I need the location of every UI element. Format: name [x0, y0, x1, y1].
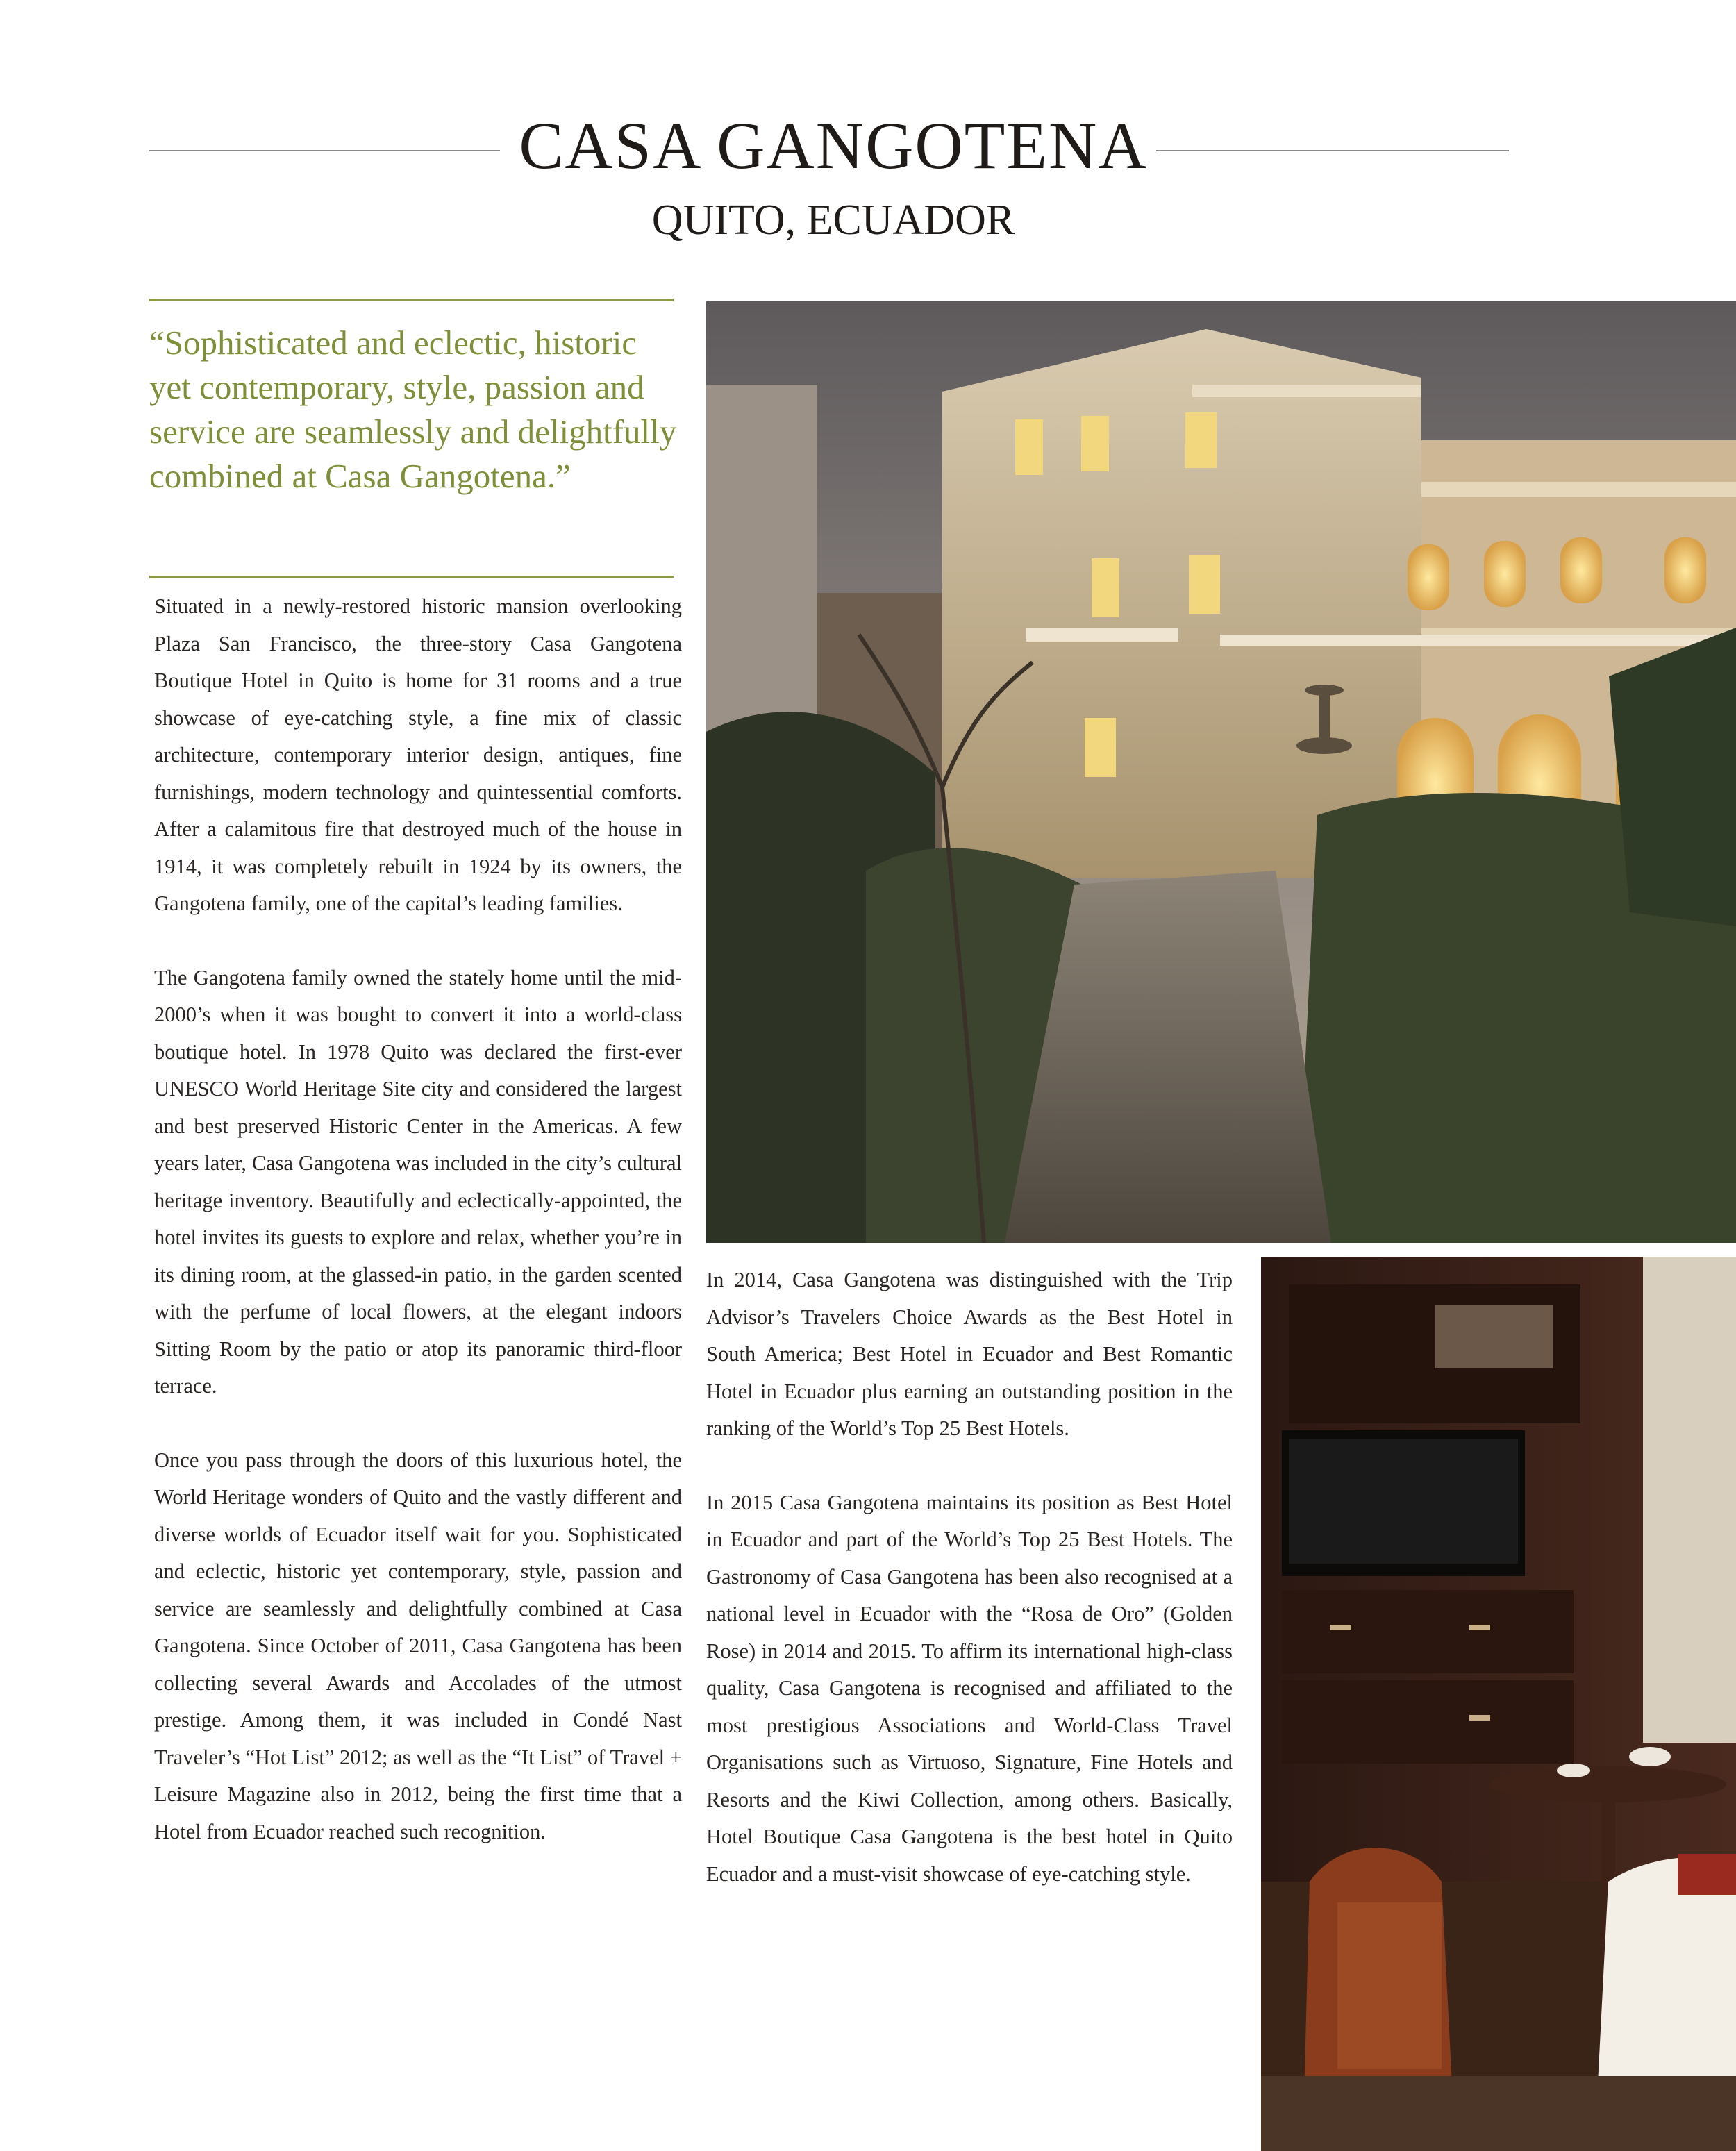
article-column-left: [154, 588, 682, 1850]
quote-rule-bottom: [149, 576, 674, 578]
paragraph: The Gangotena family owned the stately home until the mid-2000’s when it was bought to convert it into a world-class boutique hotel. In 1978 Quito was declared the first-ever UNESCO World Heritage Site city and considered the largest and best preserved Historic Center in the Americas. A few years later, Casa Gangotena was included in the city’s cultural heritage inventory. Beautifully and eclectically-appointed, the hotel invites its guests to explore and relax, whether you’re in its dining room, at the glassed-in patio, in the garden scented with the perfume of local flowers, at the elegant indoors Sitting Room by the patio or atop its panoramic third-floor terrace.: [154, 965, 682, 1398]
hotel-room-photo: [1261, 1257, 1736, 2151]
paragraph: Situated in a newly-restored historic mansion overlooking Plaza San Francisco, the three-story Casa Gangotena Boutique Hotel in Quito is home for 31 rooms and a true showcase of eye-catching style, a fine mix of classic architecture, contemporary interior design, antiques, fine furnishings, modern technology and quintessential comforts. After a calamitous fire that destroyed much of the house in 1914, it was completely rebuilt in 1924 by its owners, the Gangotena family, one of the capital’s leading families.: [154, 594, 682, 915]
quote-rule-top: [149, 299, 674, 301]
pull-quote: “Sophisticated and eclectic, historic yet contemporary, style, passion and service are seamlessly and delightfully combined at Casa Gangotena.”: [149, 324, 677, 495]
paragraph: In 2015 Casa Gangotena maintains its position as Best Hotel in Ecuador and part of the World’s Top 25 Best Hotels. The Gastronomy of Casa Gangotena has been also recognised at a national level in Ecuador with the “Rosa de Oro” (Golden Rose) in 2014 and 2015. To affirm its international high-class quality, Casa Gangotena is recognised and affiliated to the most prestigious Associations and World-Class Travel Organisations such as Virtuoso, Signature, Fine Hotels and Resorts and the Kiwi Collection, among others. Basically, Hotel Boutique Casa Gangotena is the best hotel in Quito Ecuador and a must-visit showcase of eye-catching style.: [706, 1490, 1233, 1886]
paragraph: Once you pass through the doors of this luxurious hotel, the World Heritage wonders of Quito and the vastly different and diverse worlds of Ecuador itself wait for you. Sophisticated and eclectic, historic yet contemporary, style, passion and service are seamlessly and delightfully combined at Casa Gangotena. Since October of 2011, Casa Gangotena has been collecting several Awards and Accolades of the utmost prestige. Among them, it was included in Condé Nast Traveler’s “Hot List” 2012; as well as the “It List” of Travel + Leisure Magazine also in 2012, being the first time that a Hotel from Ecuador reached such recognition.: [154, 1448, 682, 1843]
page-subtitle: QUITO, ECUADOR: [651, 196, 1015, 244]
hotel-exterior-photo: [706, 301, 1736, 1243]
page-title: CASA GANGOTENA: [519, 108, 1148, 183]
paragraph: In 2014, Casa Gangotena was distinguished with the Trip Advisor’s Travelers Choice Awards as the Best Hotel in South America; Best Hotel in Ecuador and Best Romantic Hotel in Ecuador plus earning an outstanding position in the ranking of the World’s Top 25 Best Hotels.: [706, 1268, 1233, 1440]
title-rule-right: [1156, 150, 1509, 151]
article-column-middle: [706, 1262, 1233, 1893]
